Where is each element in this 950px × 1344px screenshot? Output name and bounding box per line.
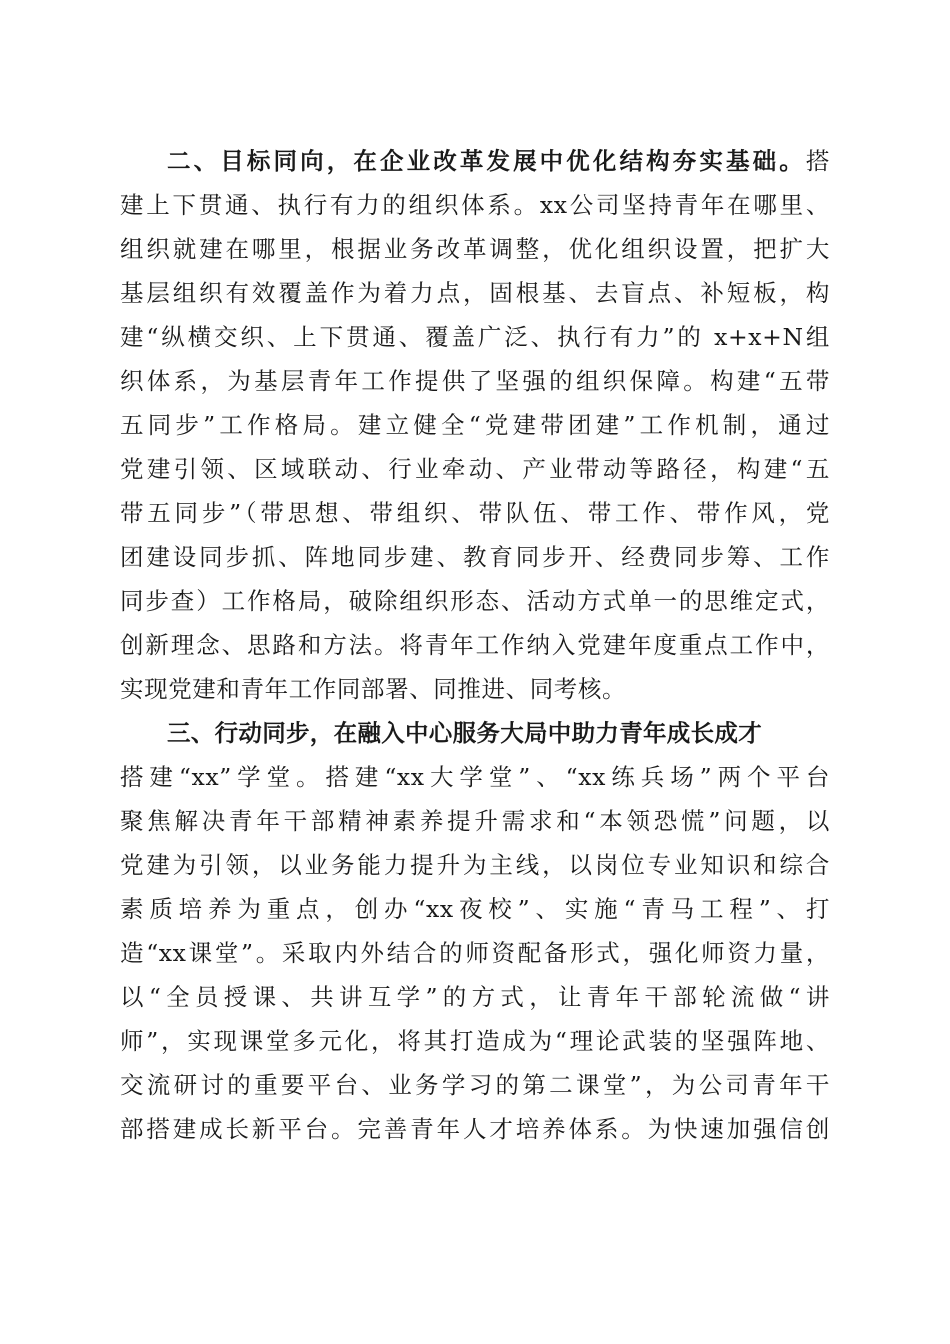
paragraph-line: 五同步”工作格局。建立健全“党建带团建”工作机制，通过	[120, 411, 830, 439]
paragraph-line: 党建引领、区域联动、行业牵动、产业带动等路径，构建“五	[120, 455, 830, 483]
paragraph-line: 师”，实现课堂多元化，将其打造成为“理论武装的坚强阵地、	[120, 1027, 830, 1055]
document-body	[120, 139, 830, 1151]
section-3-heading-line	[120, 711, 830, 755]
paragraph-line: 交流研讨的重要平台、业务学习的第二课堂”，为公司青年干	[120, 1071, 830, 1099]
paragraph-line: 建上下贯通、执行有力的组织体系。xx公司坚持青年在哪里、	[120, 191, 830, 219]
paragraph-line: 素质培养为重点，创办“xx夜校”、实施“青马工程”、打	[120, 895, 830, 923]
paragraph-line: 部搭建成长新平台。完善青年人才培养体系。为快速加强信创	[120, 1115, 830, 1143]
paragraph-line: 同步查）工作格局，破除组织形态、活动方式单一的思维定式，	[120, 587, 830, 615]
section-2-heading: 二、目标同向，在企业改革发展中优化结构夯实基础。	[167, 147, 806, 175]
paragraph-line: 造“xx课堂”。采取内外结合的师资配备形式，强化师资力量，	[120, 939, 830, 967]
paragraph-line: 基层组织有效覆盖作为着力点，固根基、去盲点、补短板，构	[120, 279, 830, 307]
paragraph-line: 建“纵横交织、上下贯通、覆盖广泛、执行有力”的 x+x+N组	[120, 323, 830, 351]
paragraph-last-line: 实现党建和青年工作同部署、同推进、同考核。	[120, 675, 627, 703]
paragraph-line: 织体系，为基层青年工作提供了坚强的组织保障。构建“五带	[120, 367, 830, 395]
paragraph-line: 组织就建在哪里，根据业务改革调整，优化组织设置，把扩大	[120, 235, 830, 263]
section-3-heading: 三、行动同步，在融入中心服务大局中助力青年成长成才	[167, 719, 762, 747]
paragraph-line: 以“全员授课、共讲互学”的方式，让青年干部轮流做“讲	[120, 983, 830, 1011]
section-2-first-line-text: 搭	[805, 147, 830, 175]
paragraph-line: 创新理念、思路和方法。将青年工作纳入党建年度重点工作中，	[120, 631, 830, 659]
paragraph-line: 搭建“xx”学堂。搭建“xx大学堂”、“xx练兵场”两个平台	[120, 763, 830, 791]
paragraph-line: 党建为引领，以业务能力提升为主线，以岗位专业知识和综合	[120, 851, 830, 879]
paragraph-line: 团建设同步抓、阵地同步建、教育同步开、经费同步筹、工作	[120, 543, 830, 571]
section-2-first-line	[120, 139, 830, 183]
paragraph-line: 聚焦解决青年干部精神素养提升需求和“本领恐慌”问题，以	[120, 807, 830, 835]
paragraph-line: 带五同步”（带思想、带组织、带队伍、带工作、带作风，党	[120, 499, 830, 527]
